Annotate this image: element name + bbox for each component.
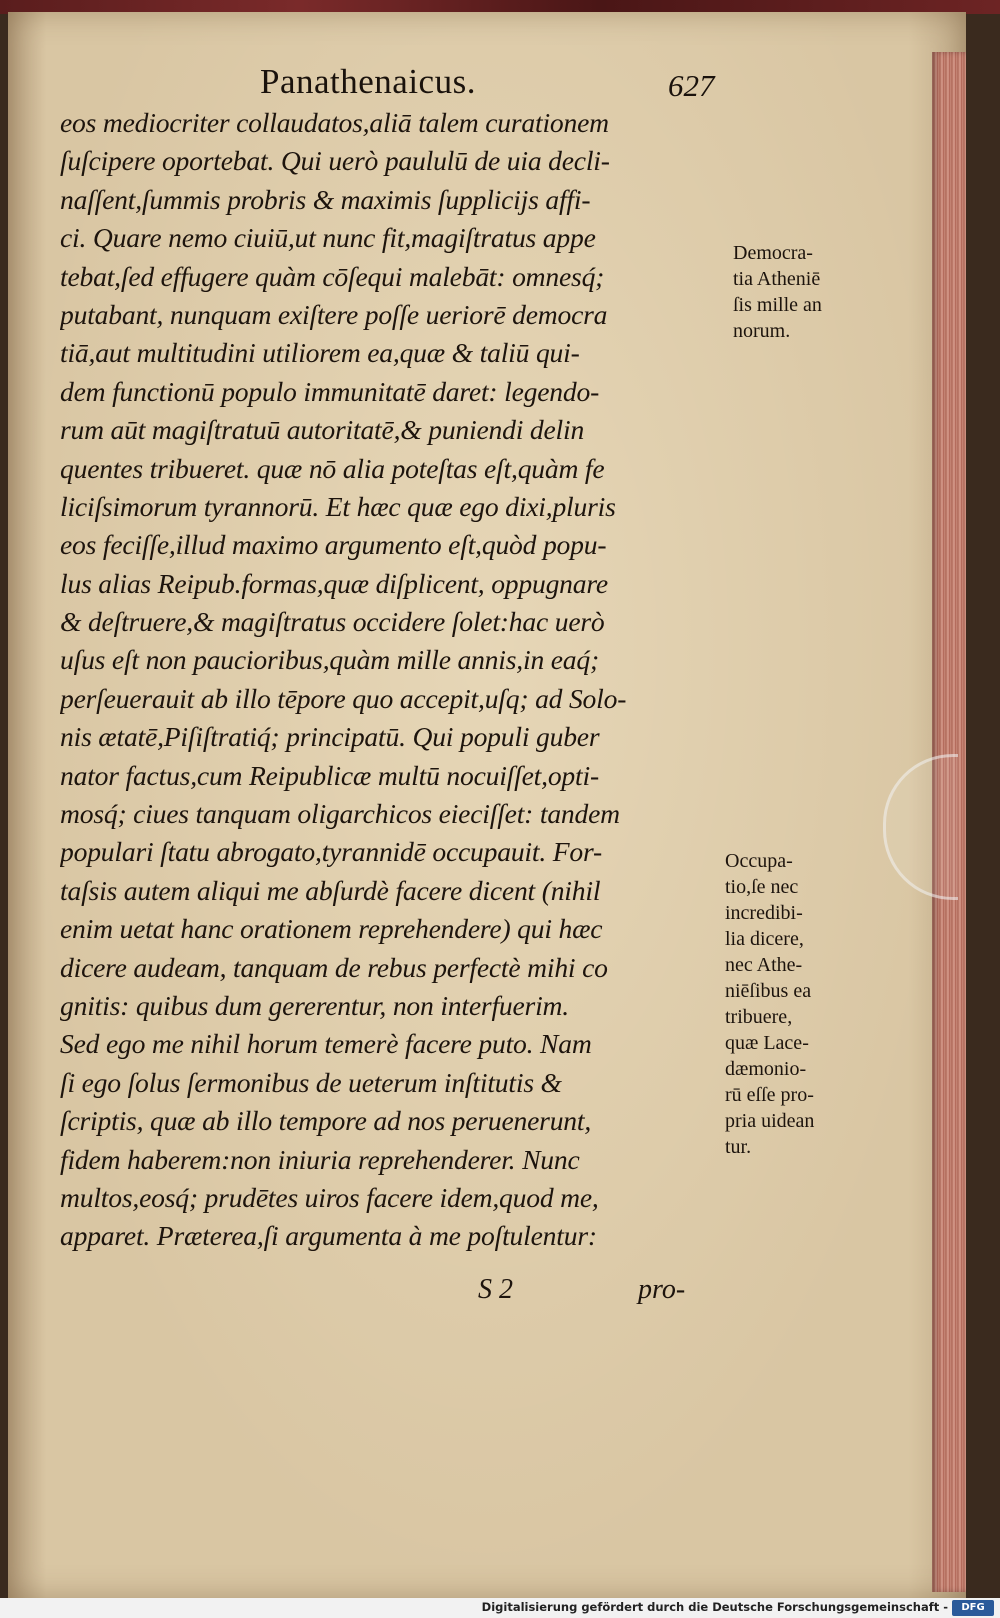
note-line: dæmonio- [725, 1058, 807, 1080]
note-line: incredibi- [725, 902, 803, 924]
text-line: fidem haberem:non iniuria reprehenderer. Nunc [60, 1143, 580, 1175]
text-line: perſeuerauit ab illo tēpore quo accepit,uſq; ad Solo- [60, 682, 627, 714]
text-line: Sed ego me nihil horum temerè facere puto. Nam [60, 1028, 592, 1060]
book-page [8, 12, 966, 1598]
page-number: 627 [668, 68, 715, 103]
text-line: ſi ego ſolus ſermonibus de ueterum inſtitutis & [60, 1066, 562, 1098]
text-line: multos,eosq́; prudētes uiros facere idem,quod me, [60, 1181, 599, 1213]
text-line: eos mediocriter collaudatos,aliā talem curationem [60, 107, 609, 138]
text-line: ſcriptis, quæ ab illo tempore ad nos peruenerunt, [60, 1105, 592, 1137]
text-line: ci. Quare nemo ciuiū,ut nunc fit,magiſtratus appe [60, 222, 596, 254]
text-line: putabant, nunquam exiſtere poſſe ueriorē democra [60, 298, 608, 330]
text-line: & deſtruere,& magiſtratus occidere ſolet:hac uerò [60, 606, 605, 638]
note-line: rū eſſe pro- [725, 1084, 814, 1106]
note-line: tur. [725, 1136, 752, 1158]
note-line: ſis mille an [733, 294, 822, 316]
text-line: nator factus,cum Reipublicæ multū nocuiſſet,opti- [60, 759, 599, 791]
text-line: tebat,ſed effugere quàm cōſequi malebāt: omnesq́; [60, 260, 605, 292]
text-line: enim uetat hanc orationem reprehendere) qui hæc [60, 913, 603, 945]
text-line: mosq́; ciues tanquam oligarchicos eieciſſet: tandem [60, 798, 620, 830]
text-line: dicere audeam, tanquam de rebus perfectè mihi co [60, 951, 608, 983]
text-line: lus alias Reipub.formas,quæ diſplicent, oppugnare [60, 567, 608, 599]
text-line: ſuſcipere oportebat. Qui uerò paululū de uia decli- [60, 145, 610, 177]
marginal-note-occupatio [725, 848, 814, 1160]
text-line: quentes tribueret. quæ nō alia poteſtas eſt,quàm fe [60, 452, 605, 484]
catchword: pro- [638, 1274, 686, 1305]
marginal-note-democracy [733, 240, 822, 344]
text-line: rum aūt magiſtratuū autoritatē,& puniendi delin [60, 414, 585, 446]
note-line: quæ Lace- [725, 1032, 809, 1054]
page-header [8, 62, 968, 106]
text-line: taſsis autem aliqui me abſurdè facere dicent (nihil [60, 874, 601, 906]
text-line: uſus eſt non paucioribus,quàm mille annis,in eaq́; [60, 644, 599, 676]
text-line: apparet. Præterea,ſi argumenta à me poſtulentur: [60, 1220, 597, 1252]
text-line: dem functionū populo immunitatē daret: legendo- [60, 375, 600, 407]
text-line: tiā,aut multitudini utiliorem ea,quæ & taliū qui- [60, 337, 580, 369]
note-line: tia Atheniē [733, 268, 821, 290]
text-line: populari ſtatu abrogato,tyrannidē occupauit. For- [60, 836, 602, 868]
text-line: nis ætatē,Piſiſtratiq́; principatū. Qui populi guber [60, 721, 600, 753]
digitization-credit: Digitalisierung gefördert durch die Deutsche Forschungsgemeinschaft - [481, 1600, 948, 1614]
note-line: pria uidean [725, 1110, 815, 1132]
text-line: eos feciſſe,illud maximo argumento eſt,quòd popu- [60, 529, 607, 561]
dfg-logo: DFG [952, 1600, 994, 1616]
note-line: lia dicere, [725, 928, 804, 950]
text-line: liciſsimorum tyrannorū. Et hæc quæ ego dixi,pluris [60, 490, 616, 522]
note-line: Occupa- [725, 850, 793, 872]
digitization-footer [0, 1598, 1000, 1618]
signature-mark: S 2 [478, 1274, 513, 1305]
text-line: naſſent,ſummis probris & maximis ſupplicijs affi- [60, 183, 591, 215]
main-text-block [60, 104, 728, 1256]
note-line: tribuere, [725, 1006, 793, 1028]
note-line: tio,ſe nec [725, 876, 799, 898]
note-line: nec Athe- [725, 954, 803, 976]
page-clip [883, 754, 958, 900]
text-line: gnitis: quibus dum gererentur, non interfuerim. [60, 989, 569, 1021]
running-head: Panathenaicus. [260, 62, 476, 101]
note-line: Democra- [733, 242, 813, 264]
note-line: norum. [733, 320, 791, 342]
note-line: niēſibus ea [725, 980, 812, 1002]
